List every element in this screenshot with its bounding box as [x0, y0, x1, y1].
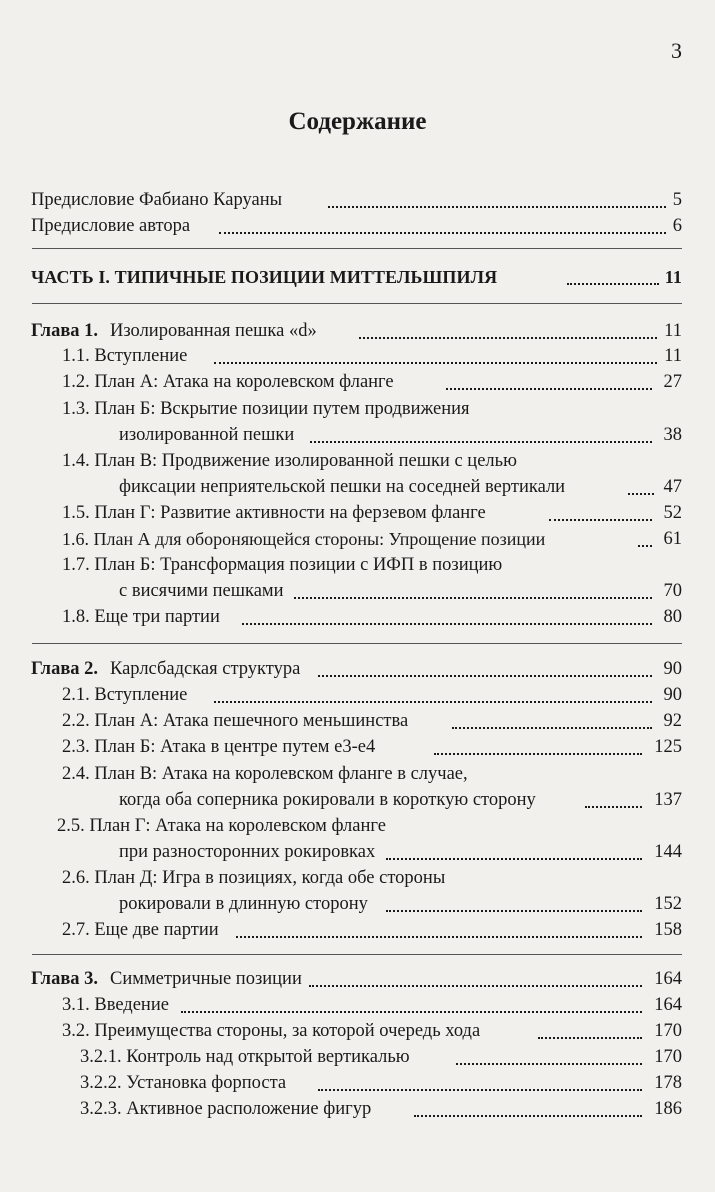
- toc-entry-title: 2.6. План Д: Игра в позициях, когда обе стороны: [62, 868, 446, 888]
- toc-entry-cont[interactable]: [0, 578, 715, 604]
- toc-entry-cont[interactable]: [0, 787, 715, 813]
- toc-entry-title: 1.3. План Б: Вскрытие позиции путем продвижения: [62, 399, 470, 419]
- dot-leader: [181, 1011, 642, 1013]
- toc-entry-title: с висячими пешками: [119, 581, 284, 601]
- dot-leader: [219, 232, 666, 234]
- page-title: Содержание: [288, 108, 427, 135]
- toc-entry-page: 38: [663, 425, 682, 445]
- toc-part[interactable]: [0, 264, 715, 290]
- toc-entry-title: 3.2.2. Установка форпоста: [80, 1073, 287, 1093]
- toc-entry[interactable]: [0, 992, 715, 1018]
- toc-entry[interactable]: [0, 865, 715, 891]
- toc-entry-title: 1.1. Вступление: [62, 346, 188, 366]
- toc-entry-page: 125: [654, 737, 682, 757]
- dot-leader: [309, 985, 642, 987]
- toc-entry[interactable]: [0, 500, 715, 526]
- dot-leader: [328, 206, 666, 208]
- toc-entry[interactable]: [0, 734, 715, 760]
- toc-entry[interactable]: [0, 1070, 715, 1096]
- dot-leader: [318, 1089, 642, 1091]
- toc-entry-cont[interactable]: [0, 839, 715, 865]
- dot-leader: [456, 1063, 642, 1065]
- toc-entry-page: 152: [654, 894, 682, 914]
- toc-entry-title: 1.7. План Б: Трансформация позиции с ИФП в позицию: [62, 555, 503, 575]
- dot-leader: [538, 1037, 642, 1039]
- toc-entry-page: 137: [654, 790, 682, 810]
- toc-entry-title: при разносторонних рокировках: [119, 842, 376, 862]
- dot-leader: [214, 362, 657, 364]
- chapter-label: Глава 3.: [31, 969, 99, 989]
- chapter-heading[interactable]: [0, 318, 715, 344]
- toc-entry-title: 3.1. Введение: [62, 995, 169, 1015]
- toc-entry-page: 170: [654, 1021, 682, 1041]
- toc-entry-page: 70: [663, 581, 682, 601]
- toc-entry[interactable]: [0, 813, 715, 839]
- part-title: ЧАСТЬ I. ТИПИЧНЫЕ ПОЗИЦИИ МИТТЕЛЬШПИЛЯ: [31, 267, 498, 287]
- separator: [32, 643, 682, 644]
- dot-leader: [585, 806, 642, 808]
- toc-entry[interactable]: [0, 526, 715, 552]
- toc-entry-title: 3.2. Преимущества стороны, за которой очередь хода: [62, 1021, 481, 1041]
- toc-entry-title: 2.3. План Б: Атака в центре путем e3-e4: [62, 737, 376, 757]
- dot-leader: [242, 623, 652, 625]
- toc-entry-title: 2.7. Еще две партии: [62, 920, 219, 940]
- toc-entry[interactable]: [0, 1044, 715, 1070]
- toc-entry[interactable]: [0, 682, 715, 708]
- chapter-title: Симметричные позиции: [110, 969, 302, 989]
- separator: [32, 248, 682, 249]
- toc-entry-title: 3.2.3. Активное расположение фигур: [80, 1099, 372, 1119]
- toc-entry-title: 2.4. План В: Атака на королевском фланге в случае,: [62, 764, 468, 784]
- toc-entry-page: 92: [663, 711, 682, 731]
- dot-leader: [294, 597, 652, 599]
- chapter-heading[interactable]: [0, 656, 715, 682]
- toc-entry-title: когда оба соперника рокировали в короткую сторону: [119, 790, 536, 810]
- toc-entry-page: 6: [672, 216, 682, 236]
- toc-entry-page: 186: [654, 1099, 682, 1119]
- chapter-heading[interactable]: [0, 966, 715, 992]
- toc-entry-page: 61: [663, 529, 682, 549]
- toc-entry[interactable]: [0, 213, 715, 239]
- toc-entry-cont[interactable]: [0, 474, 715, 500]
- dot-leader: [318, 675, 652, 677]
- toc-entry-title: 1.8. Еще три партии: [62, 607, 220, 627]
- toc-entry-title: 2.1. Вступление: [62, 685, 188, 705]
- separator: [32, 954, 682, 955]
- toc-entry-page: 11: [664, 346, 682, 366]
- separator: [32, 303, 682, 304]
- dot-leader: [446, 388, 652, 390]
- dot-leader: [214, 701, 652, 703]
- toc-entry-title: фиксации неприятельской пешки на соседней вертикали: [119, 477, 566, 497]
- toc-entry-page: 5: [672, 190, 682, 210]
- dot-leader: [452, 727, 652, 729]
- toc-entry-cont[interactable]: [0, 891, 715, 917]
- toc-entry[interactable]: [0, 604, 715, 630]
- chapter-label: Глава 1.: [31, 321, 99, 341]
- toc-entry[interactable]: [0, 396, 715, 422]
- toc-entry-title: 2.5. План Г: Атака на королевском фланге: [57, 816, 386, 836]
- toc-entry[interactable]: [0, 761, 715, 787]
- toc-entry[interactable]: [0, 708, 715, 734]
- toc-entry-title: 1.4. План В: Продвижение изолированной пешки с целью: [62, 451, 517, 471]
- dot-leader: [386, 910, 642, 912]
- toc-entry-page: 158: [654, 920, 682, 940]
- toc-entry-page: 164: [654, 995, 682, 1015]
- dot-leader: [236, 936, 642, 938]
- chapter-label: Глава 2.: [31, 659, 99, 679]
- toc-entry[interactable]: [0, 917, 715, 943]
- toc-entry[interactable]: [0, 448, 715, 474]
- chapter-page: 11: [664, 321, 682, 341]
- toc-entry-cont[interactable]: [0, 422, 715, 448]
- toc-entry-page: 47: [663, 477, 682, 497]
- toc-entry-title: рокировали в длинную сторону: [119, 894, 368, 914]
- dot-leader: [567, 283, 659, 285]
- chapter-page: 164: [654, 969, 682, 989]
- toc-entry-title: Предисловие Фабиано Каруаны: [31, 190, 283, 210]
- toc-entry[interactable]: [0, 1096, 715, 1122]
- dot-leader: [386, 858, 642, 860]
- toc-entry-page: 52: [663, 503, 682, 523]
- chapter-title: Карлсбадская структура: [110, 659, 301, 679]
- toc-entry[interactable]: [0, 187, 715, 213]
- dot-leader: [310, 441, 652, 443]
- toc-entry[interactable]: [0, 343, 715, 369]
- dot-leader: [359, 337, 657, 339]
- dot-leader: [434, 753, 642, 755]
- toc-entry[interactable]: [0, 1018, 715, 1044]
- toc-entry-title: 1.5. План Г: Развитие активности на ферзевом фланге: [62, 503, 486, 523]
- toc-entry-title: изолированной пешки: [119, 425, 295, 445]
- page-number: 3: [671, 38, 682, 63]
- toc-entry-title: 1.6. План А для обороняющейся стороны: Упрощение позиции: [62, 529, 546, 549]
- toc-entry-page: 178: [654, 1073, 682, 1093]
- toc-entry-title: 3.2.1. Контроль над открытой вертикалью: [80, 1047, 410, 1067]
- toc-entry[interactable]: [0, 552, 715, 578]
- part-page: 11: [664, 267, 682, 287]
- dot-leader: [549, 519, 652, 521]
- toc-entry-title: 2.2. План А: Атака пешечного меньшинства: [62, 711, 409, 731]
- chapter-title: Изолированная пешка «d»: [110, 321, 317, 341]
- toc-entry-page: 144: [654, 842, 682, 862]
- chapter-page: 90: [663, 659, 682, 679]
- toc-entry-title: Предисловие автора: [31, 216, 191, 236]
- dot-leader: [638, 545, 652, 547]
- dot-leader: [628, 493, 654, 495]
- dot-leader: [414, 1115, 642, 1117]
- toc-entry-page: 170: [654, 1047, 682, 1067]
- toc-entry-title: 1.2. План А: Атака на королевском фланге: [62, 372, 394, 392]
- toc-entry[interactable]: [0, 369, 715, 395]
- toc-entry-page: 90: [663, 685, 682, 705]
- toc-entry-page: 27: [663, 372, 682, 392]
- toc-entry-page: 80: [663, 607, 682, 627]
